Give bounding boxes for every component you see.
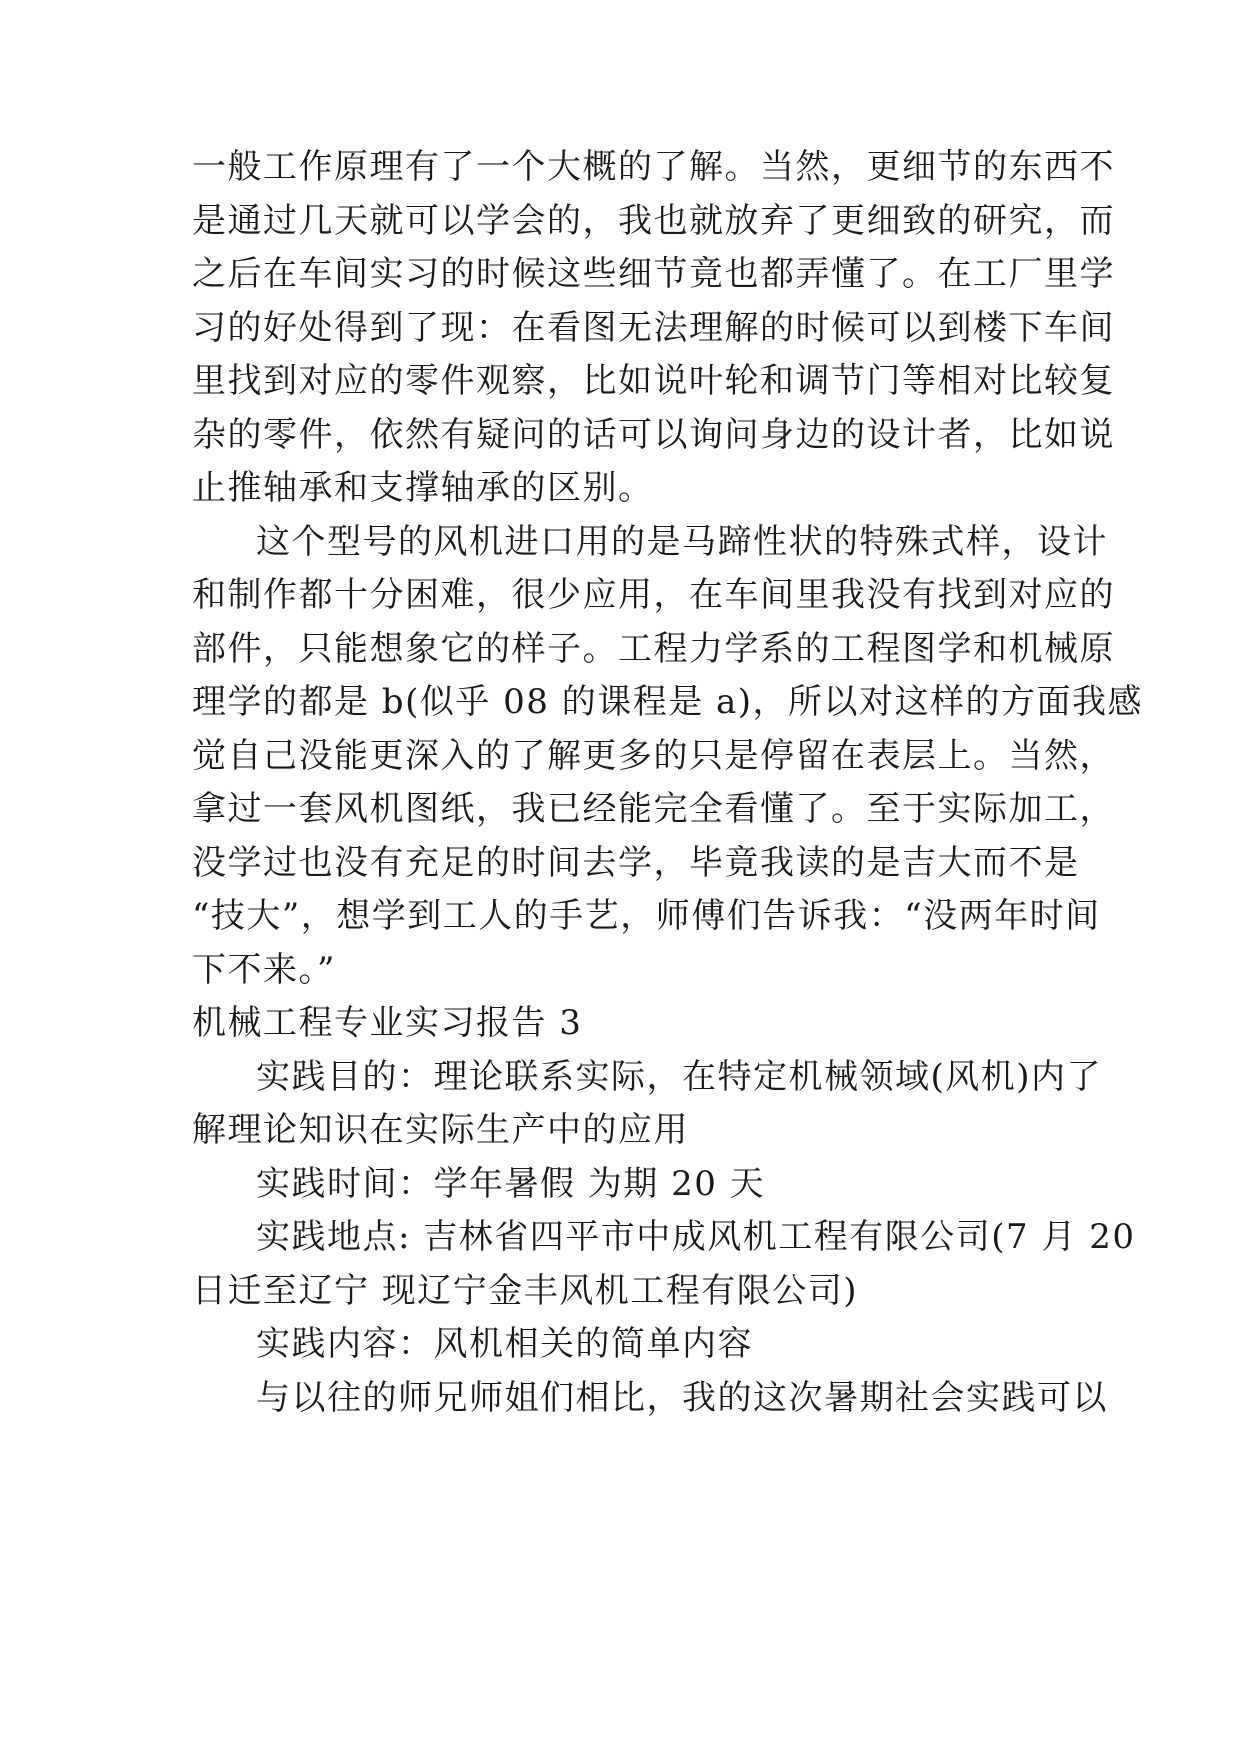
paragraph-line: 杂的零件，依然有疑问的话可以询问身边的设计者，比如说 bbox=[192, 415, 1115, 455]
paragraph-line: 理学的都是 b(似乎 08 的课程是 a)，所以对这样的方面我感 bbox=[192, 682, 1144, 722]
paragraph-line: 觉自己没能更深入的了解更多的只是停留在表层上。当然， bbox=[192, 736, 1115, 776]
paragraph-line: 这个型号的风机进口用的是马蹄性状的特殊式样，设计 bbox=[256, 522, 1108, 562]
paragraph-line: 一般工作原理有了一个大概的了解。当然，更细节的东西不 bbox=[192, 147, 1115, 187]
paragraph-line: 拿过一套风机图纸，我已经能完全看懂了。至于实际加工， bbox=[192, 789, 1115, 829]
paragraph-line: 止推轴承和支撑轴承的区别。 bbox=[192, 468, 654, 508]
paragraph-line: 和制作都十分困难，很少应用，在车间里我没有找到对应的 bbox=[192, 575, 1115, 615]
paragraph-line: 习的好处得到了现：在看图无法理解的时候可以到楼下车间 bbox=[192, 308, 1115, 348]
paragraph-line: 实践时间：学年暑假 为期 20 天 bbox=[256, 1164, 766, 1204]
paragraph-line: 实践地点: 吉林省四平市中成风机工程有限公司(7 月 20 bbox=[256, 1217, 1136, 1257]
paragraph-line: “技大”，想学到工人的手艺，师傅们告诉我：“没两年时间 bbox=[192, 896, 1101, 936]
paragraph-line: 解理论知识在实际生产中的应用 bbox=[192, 1110, 689, 1150]
paragraph-line: 日迁至辽宁 现辽宁金丰风机工程有限公司) bbox=[192, 1271, 859, 1311]
paragraph-line: 部件，只能想象它的样子。工程力学系的工程图学和机械原 bbox=[192, 629, 1115, 669]
paragraph-line: 实践目的：理论联系实际，在特定机械领域(风机)内了 bbox=[256, 1057, 1103, 1097]
paragraph-line: 是通过几天就可以学会的，我也就放弃了更细致的研究，而 bbox=[192, 201, 1115, 241]
paragraph-line: 与以往的师兄师姐们相比，我的这次暑期社会实践可以 bbox=[256, 1378, 1108, 1418]
paragraph-line: 实践内容：风机相关的简单内容 bbox=[256, 1324, 753, 1364]
paragraph-line: 里找到对应的零件观察，比如说叶轮和调节门等相对比较复 bbox=[192, 361, 1115, 401]
paragraph-line: 之后在车间实习的时候这些细节竟也都弄懂了。在工厂里学 bbox=[192, 254, 1115, 294]
paragraph-line: 没学过也没有充足的时间去学，毕竟我读的是吉大而不是 bbox=[192, 843, 1080, 883]
paragraph-line: 下不来。” bbox=[192, 950, 336, 990]
section-heading: 机械工程专业实习报告 3 bbox=[192, 1003, 583, 1043]
